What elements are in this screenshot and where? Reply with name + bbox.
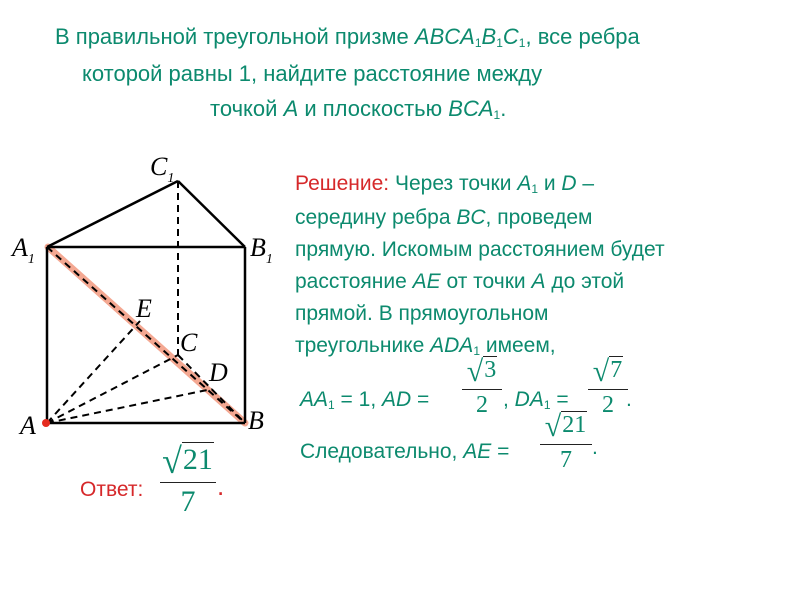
solution-line-3 [295, 238, 665, 262]
prism-figure [0, 145, 300, 445]
answer-label [80, 478, 143, 502]
problem-text: точкой [210, 96, 284, 121]
problem-line-1 [55, 24, 640, 53]
solution-text: середину ребра [295, 206, 457, 229]
subscript: 1 [473, 344, 480, 358]
equation-text: = 1, [334, 388, 382, 411]
equation-line-1 [300, 388, 429, 414]
fraction-sqrt7-over-2 [588, 355, 628, 419]
solution-text: расстояние [295, 270, 413, 293]
subscript: 1 [328, 398, 335, 412]
label-e: E [136, 294, 152, 323]
subscript: 1 [543, 398, 551, 412]
edge-c1-b1 [178, 181, 245, 247]
point-name: A [517, 172, 532, 195]
problem-line-2 [82, 61, 542, 87]
solution-text: прямой. В прямоугольном [295, 302, 549, 325]
solution-line-5 [295, 302, 548, 326]
problem-line-3 [210, 96, 506, 125]
radicand: 21 [182, 443, 213, 476]
denominator: 7 [160, 482, 216, 519]
answer-dot-text: . [217, 471, 225, 501]
segment-name: AA [300, 388, 329, 411]
label-b: B [248, 406, 264, 435]
solution-line-6 [295, 334, 556, 360]
point-name: A [283, 96, 299, 121]
answer-dot [217, 471, 225, 501]
radicand: 21 [562, 412, 587, 438]
sqrt-sign: √ [592, 355, 610, 388]
equation-dot-1 [626, 388, 632, 412]
solution-label: Решение: [295, 172, 390, 195]
equation-text: Следовательно, [300, 440, 464, 463]
problem-text: . [500, 96, 507, 121]
prism-name: ABCA [414, 24, 475, 49]
subscript: 1 [518, 36, 526, 50]
denominator: 2 [462, 389, 502, 419]
radicand: 7 [610, 357, 623, 383]
problem-text: В правильной треугольной призме [55, 24, 415, 49]
solution-text: от точки [440, 270, 532, 293]
solution-line-4 [295, 270, 624, 294]
solution-text: треугольнике [295, 334, 431, 357]
label-c: C [180, 328, 198, 357]
edge-name: BC [456, 206, 486, 229]
sqrt-sign: √ [466, 355, 484, 388]
equation-text: , [503, 388, 515, 411]
label-b1: $B_1$ [250, 233, 273, 267]
answer-fraction [160, 440, 216, 519]
label-a1: $A_1$ [12, 233, 35, 267]
point-name: D [561, 172, 577, 195]
segment-name: AE [463, 440, 492, 463]
solution-text: прямую. Искомым расстоянием будет [295, 238, 665, 261]
segment-name: AD [381, 388, 412, 411]
denominator: 2 [588, 389, 628, 419]
plane-name: BCA [448, 96, 494, 121]
solution-line-1 [295, 172, 594, 198]
solution-line-2 [295, 206, 592, 230]
problem-text: и плоскостью [298, 96, 449, 121]
equation-line-2 [300, 440, 509, 464]
segment-a-e [47, 321, 140, 423]
equation-text: . [626, 388, 632, 411]
fraction-sqrt21-over-7 [540, 410, 592, 474]
segment-a-d [47, 389, 212, 423]
solution-text: – [576, 172, 595, 195]
edge-a-c [47, 355, 178, 423]
solution-text: до этой [545, 270, 625, 293]
segment-name: DA [514, 388, 544, 411]
segment-name: AE [412, 270, 441, 293]
subscript: 1 [474, 36, 482, 50]
equation-text: = [491, 440, 510, 463]
sqrt-sign: √ [544, 410, 562, 443]
segment-a1-b [47, 247, 245, 423]
radicand: 3 [484, 357, 497, 383]
point-name: A [531, 270, 546, 293]
subscript: 1 [496, 36, 503, 50]
problem-text: которой равны 1, найдите расстояние между [82, 61, 543, 86]
equation-text: . [592, 436, 598, 459]
prism-letter: B [481, 24, 497, 49]
solution-text: и [538, 172, 562, 195]
edge-a1-c1 [47, 181, 178, 247]
sqrt-sign: √ [162, 441, 182, 481]
label-c1: $C_1$ [150, 152, 175, 186]
point-a-marker [42, 419, 50, 427]
triangle-name: ADA [430, 334, 474, 357]
problem-text: , все ребра [525, 24, 640, 49]
prism-letter: C [502, 24, 519, 49]
fraction-sqrt3-over-2 [462, 355, 502, 419]
denominator: 7 [540, 444, 592, 474]
solution-text: Через точки [389, 172, 518, 195]
equation-dot-2 [592, 436, 598, 460]
equation-text: = [550, 388, 569, 411]
answer-label-text: Ответ: [80, 478, 144, 501]
solution-text: имеем, [480, 334, 556, 357]
equation-text: = [411, 388, 430, 411]
subscript: 1 [531, 182, 539, 196]
label-a: A [20, 411, 36, 440]
solution-text: , проведем [485, 206, 593, 229]
label-d: D [209, 358, 228, 387]
subscript: 1 [493, 108, 501, 122]
